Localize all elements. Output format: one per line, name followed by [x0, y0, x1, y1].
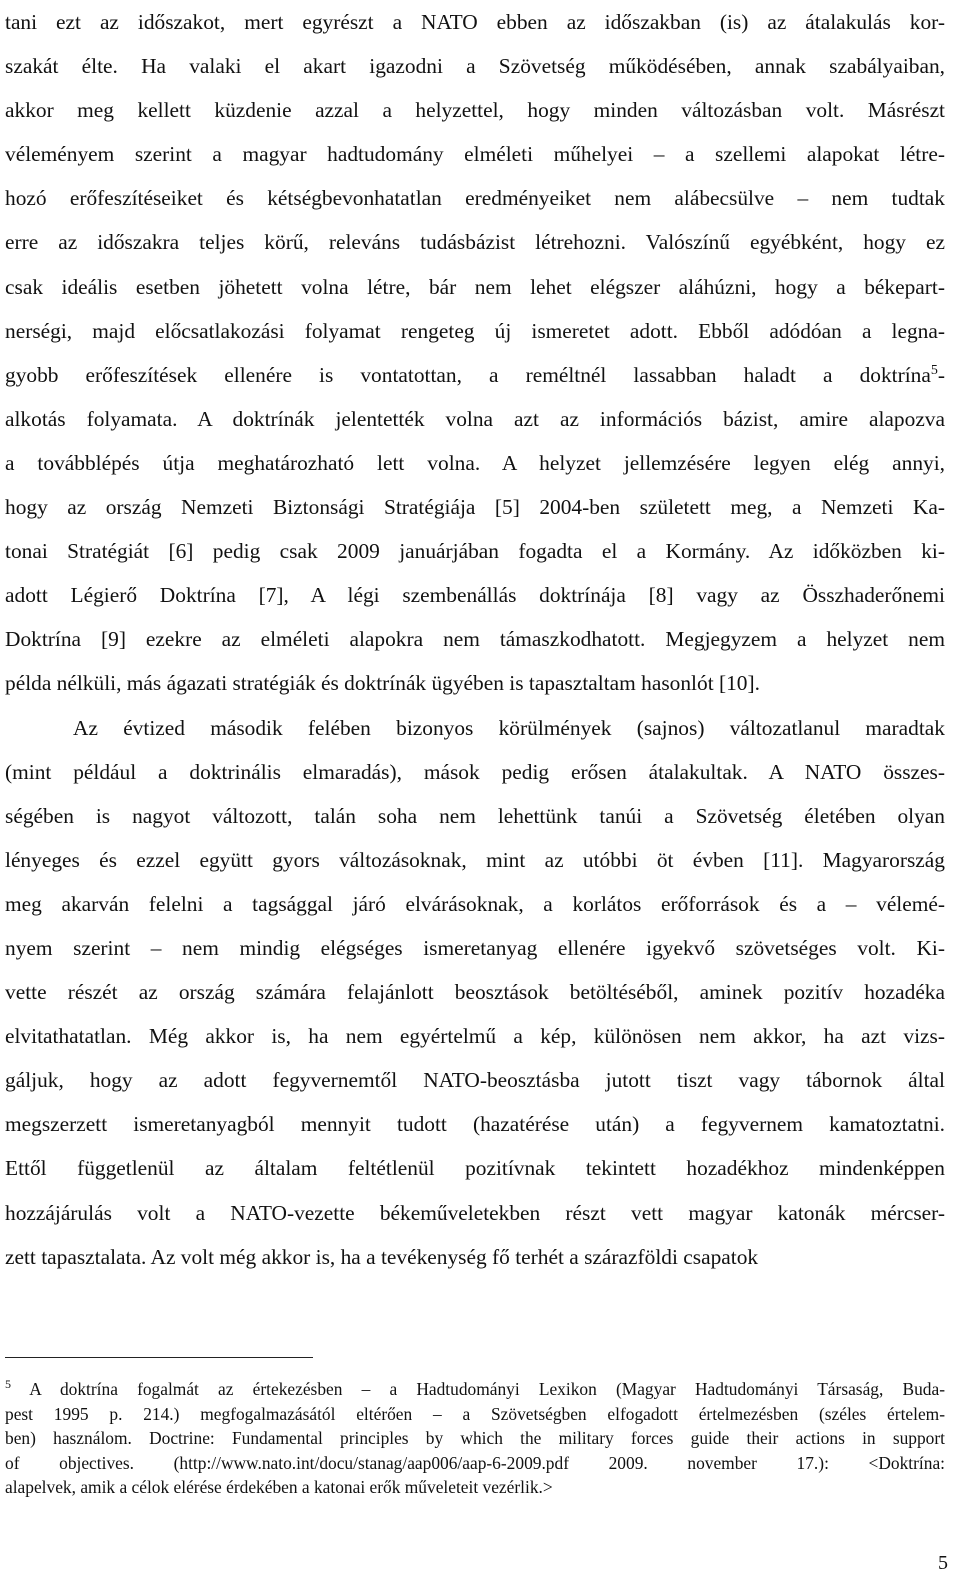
footnote-line-text: of objectives. (http://www.nato.int/docu/stanag/aap006/aap-6-2009.pdf 2009. november 17.): <Doktrína: — [5, 1452, 945, 1473]
body-line — [5, 1014, 945, 1058]
body-line-text: csak ideális esetben jöhetett volna létre, bár nem lehet elégszer aláhúzni, hogy a békepart- — [5, 274, 945, 299]
footnote — [5, 1377, 945, 1500]
body-line — [5, 926, 945, 970]
body-line-text: elvitathatatlan. Még akkor is, ha nem egyértelmű a kép, különösen nem akkor, ha azt vizs- — [5, 1024, 945, 1049]
body-line — [5, 132, 945, 176]
body-text — [5, 0, 945, 1279]
body-line — [5, 617, 945, 661]
body-line — [5, 353, 945, 397]
body-line-text: ségében is nagyot változott, talán soha nem lehettünk tanúi a Szövetség életében olyan — [5, 803, 945, 828]
body-line-text: Doktrína [9] ezekre az elméleti alapokra nem támaszkodhatott. Megjegyzem a helyzet nem — [5, 627, 945, 652]
body-line — [5, 397, 945, 441]
body-line — [5, 970, 945, 1014]
footnote-line-text: alapelvek, amik a célok elérése érdekében a katonai erők műveleteit vezérlik.> — [5, 1477, 553, 1498]
body-line-text: a továbblépés útja meghatározható lett volna. A helyzet jellemzésére legyen elég annyi, — [5, 450, 945, 475]
body-line-text: nyem szerint – nem mindig elégséges ismeretanyag ellenére igyekvő szövetséges volt. Ki- — [5, 935, 945, 960]
body-line-text: alkotás folyamata. A doktrínák jelentették volna azt az információs bázist, amire alapozva — [5, 406, 945, 431]
body-line-text: vette részét az ország számára felajánlott beosztások betöltéséből, aminek pozitív hozadéka — [5, 980, 945, 1005]
footnote-line — [5, 1402, 945, 1427]
body-line-text: Az évtized második felében bizonyos körülmények (sajnos) változatlanul maradtak — [73, 715, 945, 740]
body-line — [5, 1058, 945, 1102]
body-line — [5, 1102, 945, 1146]
body-line-text: erre az időszakra teljes körű, releváns tudásbázist létrehozni. Valószínű egyébként, hogy ez — [5, 230, 945, 255]
body-line-text: hozzájárulás volt a NATO-vezette békeműveletekben részt vett magyar katonák mércser- — [5, 1200, 945, 1225]
body-line — [5, 794, 945, 838]
body-line-text: szakát élte. Ha valaki el akart igazodni a Szövetség működésében, annak szabályaiban, — [5, 54, 945, 79]
footnote-separator — [5, 1357, 313, 1358]
footnote-line-text: ben) használom. Doctrine: Fundamental principles by which the military forces guide their actions in support — [5, 1428, 945, 1449]
footnote-line — [5, 1451, 945, 1476]
body-line-text: példa nélküli, más ágazati stratégiák és doktrínák ügyében is tapasztaltam hasonlót [10]. — [5, 671, 760, 696]
footnote-line — [5, 1426, 945, 1451]
body-line — [5, 706, 945, 750]
body-line-text: akkor meg kellett küzdenie azzal a helyzettel, hogy minden változásban volt. Másrészt — [5, 98, 945, 123]
body-line — [5, 1146, 945, 1190]
footnote-line — [5, 1377, 945, 1402]
body-line — [5, 1191, 945, 1235]
body-line — [5, 529, 945, 573]
body-line — [5, 309, 945, 353]
footnote-line — [5, 1475, 945, 1500]
body-line — [5, 882, 945, 926]
body-line-suffix: - — [937, 362, 945, 387]
body-line — [5, 44, 945, 88]
body-line — [5, 661, 945, 705]
body-line-text: adott Légierő Doktrína [7], A légi szembenállás doktrínája [8] vagy az Összhaderőnemi — [5, 583, 945, 608]
body-line — [5, 88, 945, 132]
page-number: 5 — [938, 1552, 948, 1574]
footnote-reference: 5 — [930, 362, 938, 378]
body-line-text: zett tapasztalata. Az volt még akkor is, ha a tevékenység fő terhét a szárazföldi csapatok — [5, 1244, 759, 1269]
body-line — [5, 1235, 945, 1279]
body-line — [5, 838, 945, 882]
body-line — [5, 573, 945, 617]
body-line-text: (mint például a doktrinális elmaradás), mások pedig erősen átalakultak. A NATO összes- — [5, 759, 945, 784]
body-line — [5, 265, 945, 309]
body-line-text: hogy az ország Nemzeti Biztonsági Stratégiája [5] 2004-ben született meg, a Nemzeti Ka- — [5, 495, 945, 520]
body-line — [5, 176, 945, 220]
body-line-text: gyobb erőfeszítések ellenére is vontatottan, a reméltnél lassabban haladt a doktrína — [5, 362, 931, 387]
body-line-text: nerségi, majd előcsatlakozási folyamat rengeteg új ismeretet adott. Ebből adódóan a legna- — [5, 318, 945, 343]
body-line — [5, 220, 945, 264]
body-line-text: megszerzett ismeretanyagból mennyit tudott (hazatérése után) a fegyvernem kamatoztatni. — [5, 1112, 945, 1137]
footnote-line-text: A doktrína fogalmát az értekezésben – a Hadtudományi Lexikon (Magyar Hadtudományi Társaság, Buda- — [29, 1379, 945, 1399]
body-line-text: tani ezt az időszakot, mert egyrészt a NATO ebben az időszakban (is) az átalakulás kor- — [5, 10, 945, 34]
body-line — [5, 485, 945, 529]
body-line-text: véleményem szerint a magyar hadtudomány elméleti műhelyei – a szellemi alapokat létre- — [5, 142, 945, 167]
body-line-text: meg akarván felelni a tagsággal járó elvárásoknak, a korlátos erőforrások és a – vélemé- — [5, 891, 945, 916]
body-line-text: gáljuk, hogy az adott fegyvernemtől NATO-beosztásba jutott tiszt vagy tábornok által — [5, 1068, 945, 1093]
body-line-text: lényeges és ezzel együtt gyors változásoknak, mint az utóbbi öt évben [11]. Magyarország — [5, 847, 945, 872]
body-line — [5, 750, 945, 794]
body-line-text: hozó erőfeszítéseiket és kétségbevonhatatlan eredményeiket nem alábecsülve – nem tudtak — [5, 186, 945, 211]
body-line-text: tonai Stratégiát [6] pedig csak 2009 januárjában fogadta el a Kormány. Az időközben ki- — [5, 539, 945, 564]
body-line — [5, 0, 945, 44]
body-line-text: Ettől függetlenül az általam feltétlenül pozitívnak tekintett hozadékhoz mindenképpen — [5, 1156, 945, 1181]
body-line — [5, 441, 945, 485]
footnote-number: 5 — [5, 1377, 11, 1392]
footnote-line-text: pest 1995 p. 214.) megfogalmazásától eltérően – a Szövetségben elfogadott értelmezésben (széles értelem- — [5, 1403, 945, 1424]
